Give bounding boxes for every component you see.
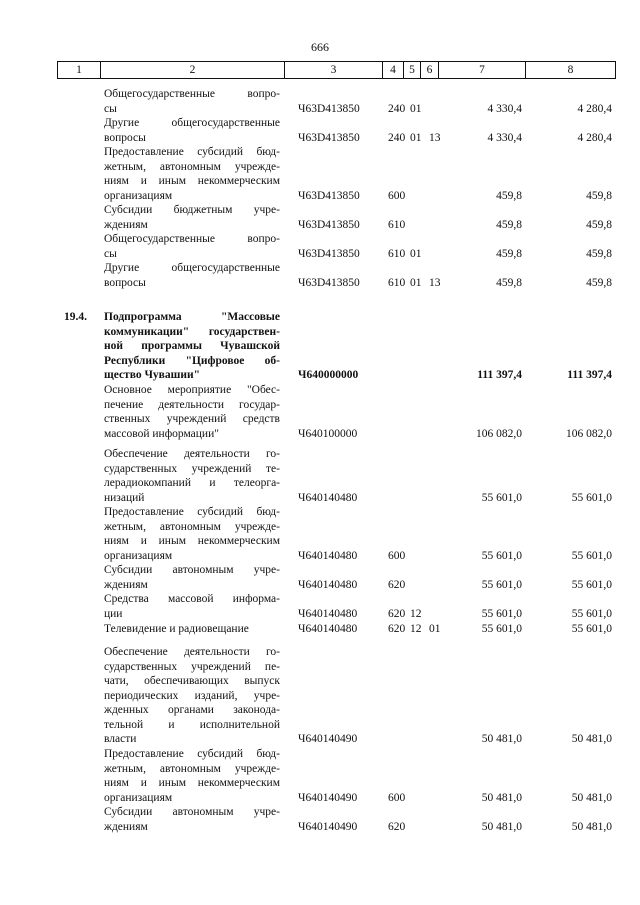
- row-value-8: 459,8: [586, 276, 612, 289]
- row-value-8: 111 397,4: [567, 369, 612, 381]
- row-value-8: 50 481,0: [571, 733, 612, 745]
- row-value-8: 4 280,4: [577, 131, 612, 144]
- row-name-line: сы: [104, 247, 117, 260]
- row-name-line: жетным, автономным учрежде-: [104, 762, 280, 775]
- row-name-line: чати, обеспечивающих выпуск: [104, 675, 280, 687]
- row-name-line: ждениям: [104, 218, 148, 231]
- header-col-5: 5: [404, 62, 421, 78]
- row-code: Ч640140490: [298, 820, 358, 833]
- row-name-line: ждениям: [104, 578, 148, 591]
- row-name-line: ниям и иным некоммерческим: [104, 175, 280, 187]
- row-value-7: 55 601,0: [481, 549, 522, 562]
- row-col4: 620: [388, 578, 406, 591]
- row-name-line: власти: [104, 733, 137, 745]
- row-name-line: Субсидии автономным учре-: [104, 806, 280, 818]
- row-col4: 620: [388, 820, 406, 833]
- row-col6: 13: [429, 131, 441, 144]
- header-col-1: 1: [58, 62, 101, 78]
- row-col4: 600: [388, 791, 406, 804]
- header-col-3: 3: [285, 62, 383, 78]
- row-col4: 620: [388, 623, 406, 635]
- row-col5: 01: [410, 131, 422, 144]
- row-code: Ч640140480: [298, 623, 358, 635]
- row-name-line: вопросы: [104, 131, 146, 144]
- row-name-line: массовой информации": [104, 427, 219, 440]
- row-value-8: 4 280,4: [577, 102, 612, 115]
- row-col6: 01: [429, 623, 441, 635]
- row-value-7: 459,8: [496, 189, 522, 202]
- page-number: 666: [311, 40, 329, 54]
- row-name-line: Предоставление субсидий бюд-: [104, 748, 280, 760]
- row-value-7: 55 601,0: [481, 623, 522, 635]
- row-value-7: 459,8: [496, 276, 522, 289]
- row-name-line: ниям и иным некоммерческим: [104, 535, 280, 547]
- row-name-line: периодических изданий, учре-: [104, 689, 280, 702]
- row-value-7: 55 601,0: [481, 607, 522, 620]
- row-code: Ч640140480: [298, 549, 358, 562]
- row-value-7: 459,8: [496, 218, 522, 231]
- row-name-line: Подпрограмма "Массовые: [104, 311, 280, 323]
- row-value-8: 459,8: [586, 218, 612, 231]
- row-col4: 600: [388, 549, 406, 562]
- row-name-line: организациям: [104, 791, 173, 804]
- row-code: Ч640140480: [298, 578, 358, 591]
- row-col4: 600: [388, 189, 406, 202]
- row-name-line: коммуникации" государствен-: [104, 325, 280, 338]
- row-value-7: 50 481,0: [481, 820, 522, 833]
- row-value-8: 459,8: [586, 247, 612, 260]
- row-name-line: Субсидии автономным учре-: [104, 564, 280, 576]
- row-name-line: щество Чувашии": [104, 369, 200, 381]
- row-name-line: Основное мероприятие "Обес-: [104, 384, 280, 396]
- row-name-line: организациям: [104, 189, 173, 202]
- row-name-line: организациям: [104, 549, 173, 562]
- row-value-7: 55 601,0: [481, 578, 522, 591]
- row-name-line: жденных органами законода-: [104, 704, 280, 716]
- row-value-8: 50 481,0: [571, 820, 612, 833]
- row-name-line: Средства массовой информа-: [104, 593, 280, 605]
- row-value-7: 50 481,0: [481, 733, 522, 745]
- row-name-line: ждениям: [104, 820, 148, 833]
- row-name-line: тельной и исполнительной: [104, 718, 280, 731]
- table-header: [57, 61, 616, 79]
- row-value-7: 50 481,0: [481, 791, 522, 804]
- row-value-8: 55 601,0: [571, 491, 612, 504]
- row-value-7: 459,8: [496, 247, 522, 260]
- row-number: 19.4.: [64, 311, 87, 323]
- row-name-line: Общегосударственные вопро-: [104, 233, 280, 245]
- row-value-7: 106 082,0: [476, 427, 522, 440]
- row-col4: 240: [388, 131, 406, 144]
- row-value-7: 4 330,4: [487, 102, 522, 115]
- row-col4: 610: [388, 218, 406, 231]
- row-name-line: жетным, автономным учрежде-: [104, 160, 280, 173]
- row-code: Ч640140480: [298, 607, 358, 620]
- row-code: Ч640140490: [298, 733, 358, 745]
- row-code: Ч63D413850: [298, 131, 360, 144]
- row-name-line: вопросы: [104, 276, 146, 289]
- row-col5: 01: [410, 102, 422, 115]
- row-name-line: лерадиокомпаний и телеорга-: [104, 477, 280, 489]
- row-name-line: низаций: [104, 491, 145, 504]
- row-code: Ч640000000: [298, 369, 359, 381]
- row-col4: 240: [388, 102, 406, 115]
- row-name-line: Предоставление субсидий бюд-: [104, 146, 280, 158]
- row-value-7: 55 601,0: [481, 491, 522, 504]
- row-col5: 01: [410, 247, 422, 260]
- row-col4: 610: [388, 276, 406, 289]
- row-col4: 610: [388, 247, 406, 260]
- header-col-4: 4: [383, 62, 404, 78]
- row-value-7: 111 397,4: [477, 369, 522, 381]
- header-col-2: 2: [101, 62, 285, 78]
- row-name-line: Обеспечение деятельности го-: [104, 448, 280, 460]
- row-code: Ч640140490: [298, 791, 358, 804]
- row-code: Ч640140480: [298, 491, 358, 504]
- row-name-line: Другие общегосударственные: [104, 117, 280, 129]
- row-name-line: ственных учреждений средств: [104, 413, 280, 425]
- row-col5: 01: [410, 276, 422, 289]
- row-name-line: печение деятельности государ-: [104, 398, 280, 411]
- row-name-line: Телевидение и радиовещание: [104, 623, 249, 635]
- row-name-line: сы: [104, 102, 117, 115]
- row-value-8: 55 601,0: [571, 607, 612, 620]
- row-value-8: 55 601,0: [571, 549, 612, 562]
- row-col6: 13: [429, 276, 441, 289]
- row-name-line: Субсидии бюджетным учре-: [104, 204, 280, 216]
- row-col4: 620: [388, 607, 406, 620]
- row-value-8: 50 481,0: [571, 791, 612, 804]
- row-name-line: Предоставление субсидий бюд-: [104, 506, 280, 518]
- row-name-line: ции: [104, 607, 123, 620]
- row-name-line: Другие общегосударственные: [104, 262, 280, 274]
- row-value-8: 459,8: [586, 189, 612, 202]
- row-code: Ч640100000: [298, 427, 358, 440]
- row-value-8: 55 601,0: [571, 623, 612, 635]
- row-name-line: сударственных учреждений пе-: [104, 660, 280, 673]
- row-code: Ч63D413850: [298, 102, 360, 115]
- row-value-8: 106 082,0: [566, 427, 612, 440]
- row-code: Ч63D413850: [298, 247, 360, 260]
- row-col5: 12: [410, 623, 422, 635]
- row-value-7: 4 330,4: [487, 131, 522, 144]
- row-code: Ч63D413850: [298, 189, 360, 202]
- row-name-line: ниям и иным некоммерческим: [104, 777, 280, 789]
- row-col5: 12: [410, 607, 422, 620]
- row-name-line: Обеспечение деятельности го-: [104, 646, 280, 658]
- row-name-line: жетным, автономным учрежде-: [104, 520, 280, 533]
- row-name-line: ной программы Чувашской: [104, 340, 280, 352]
- header-col-8: 8: [526, 62, 616, 78]
- header-col-7: 7: [439, 62, 526, 78]
- row-value-8: 55 601,0: [571, 578, 612, 591]
- row-name-line: сударственных учреждений те-: [104, 462, 280, 475]
- row-name-line: Республики "Цифровое об-: [104, 354, 280, 367]
- row-code: Ч63D413850: [298, 276, 360, 289]
- row-name-line: Общегосударственные вопро-: [104, 88, 280, 100]
- header-col-6: 6: [421, 62, 439, 78]
- row-code: Ч63D413850: [298, 218, 360, 231]
